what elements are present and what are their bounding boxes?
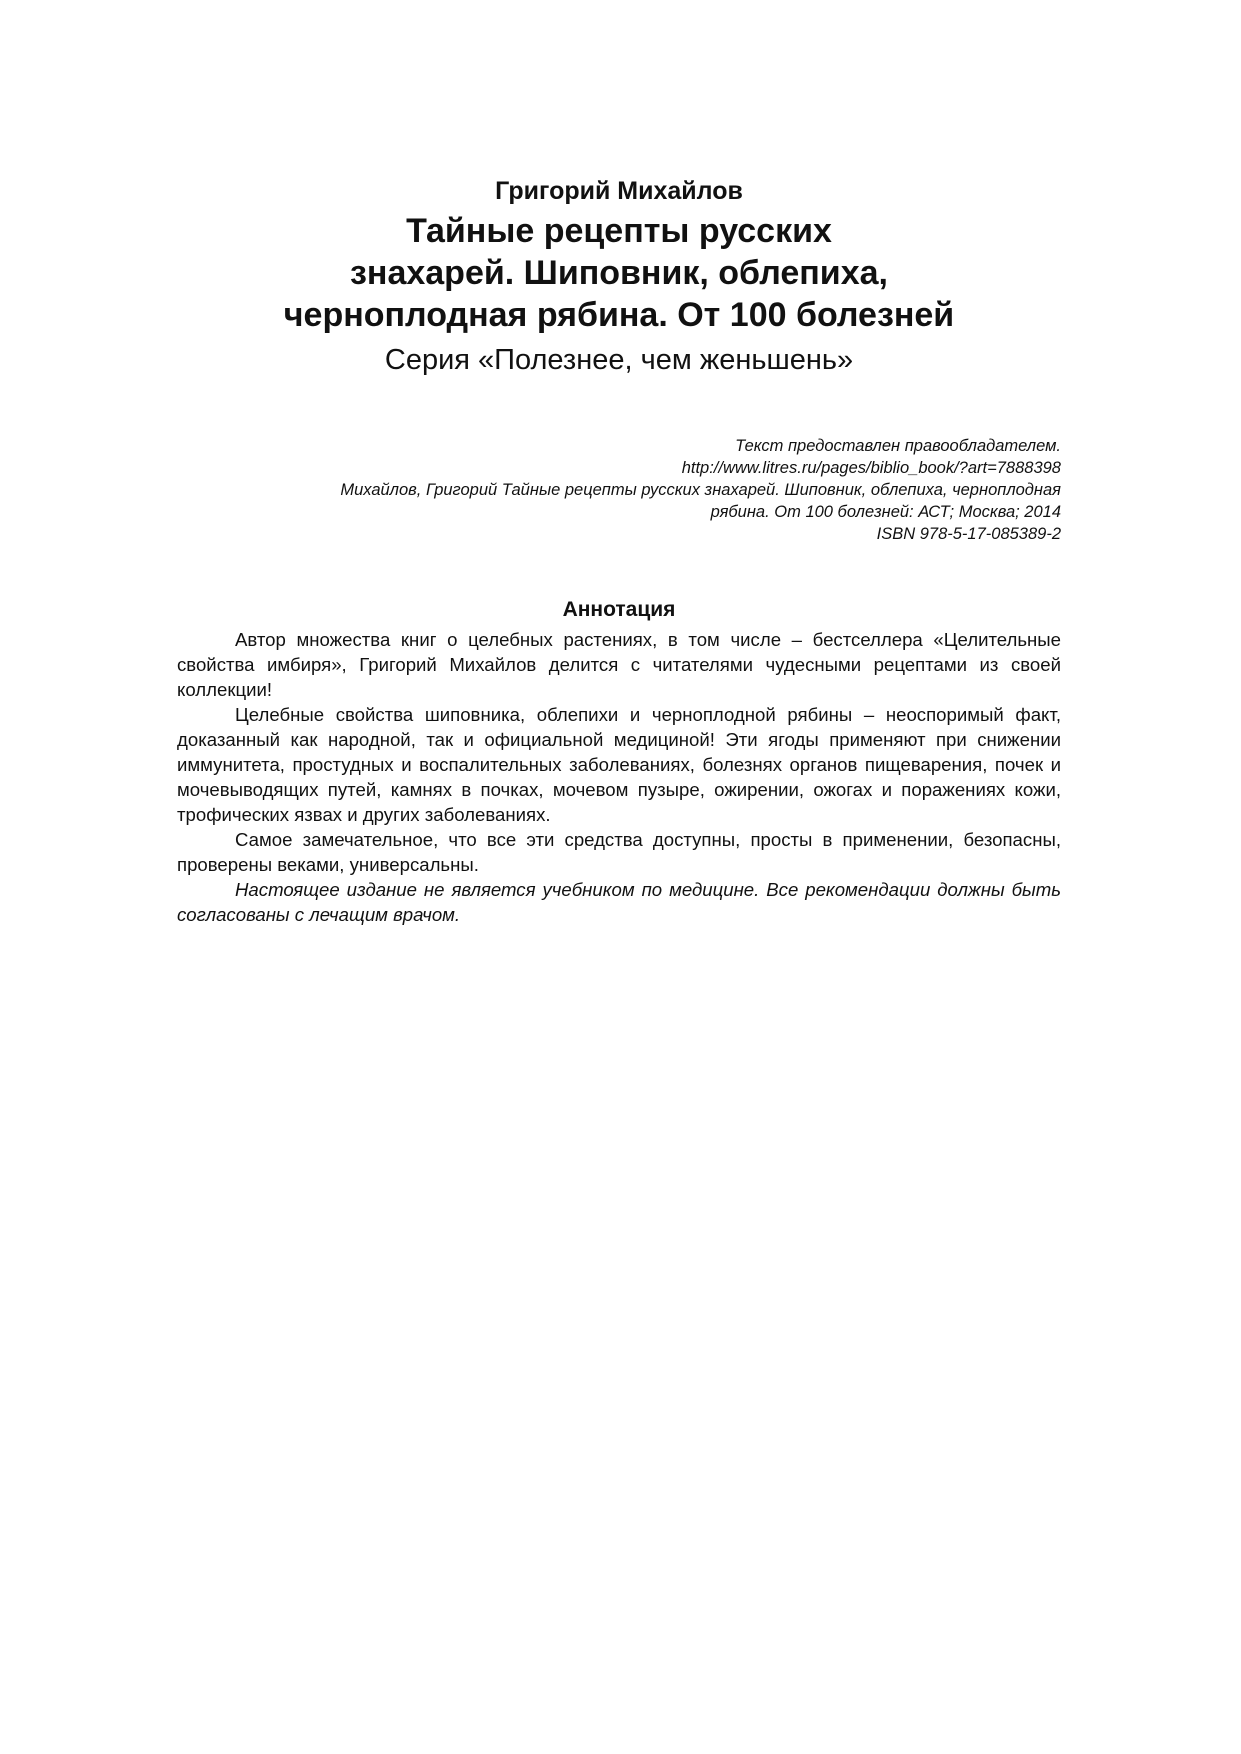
title-line: знахарей. Шиповник, облепиха,	[350, 254, 888, 292]
medical-disclaimer: Настоящее издание не является учебником по медицине. Все рекомендации должны быть согласованы с лечащим врачом.	[177, 879, 1061, 925]
annotation-paragraph: Целебные свойства шиповника, облепихи и черноплодной рябины – неоспоримый факт, доказанный как народной, так и официальной медициной! Эти ягоды применяют при снижении иммунитета, простудных и воспалительных заболеваниях, болезнях органов пищеварения, почек и мочевыводящих путей, камнях в почках, мочевом пузыре, ожирении, ожогах и поражениях кожи, трофических язвах и других заболеваниях.	[177, 704, 1061, 825]
rights-holder-note: Текст предоставлен правообладателем.	[735, 437, 1061, 455]
isbn: ISBN 978-5-17-085389-2	[876, 525, 1061, 543]
annotation-paragraph: Самое замечательное, что все эти средства доступны, просты в применении, безопасны, проверены веками, универсальны.	[177, 829, 1061, 875]
book-title	[177, 210, 1061, 336]
source-url: http://www.litres.ru/pages/biblio_book/?art=7888398	[681, 459, 1061, 477]
publication-info	[177, 435, 1061, 545]
book-series: Серия «Полезнее, чем женьшень»	[384, 344, 854, 376]
title-line: Тайные рецепты русских	[406, 212, 832, 250]
annotation-paragraph: Автор множества книг о целебных растениях, в том числе – бестселлера «Целительные свойства имбиря», Григорий Михайлов делится с читателями чудесными рецептами из своей коллекции!	[177, 629, 1061, 700]
annotation-heading: Аннотация	[562, 598, 676, 621]
citation-line: рябина. От 100 болезней: АСТ; Москва; 2014	[710, 503, 1061, 521]
book-author: Григорий Михайлов	[495, 177, 743, 205]
title-line: черноплодная рябина. От 100 болезней	[283, 296, 955, 334]
annotation-body	[177, 627, 1061, 927]
citation-line: Михайлов, Григорий Тайные рецепты русских знахарей. Шиповник, облепиха, черноплодная	[340, 481, 1061, 499]
